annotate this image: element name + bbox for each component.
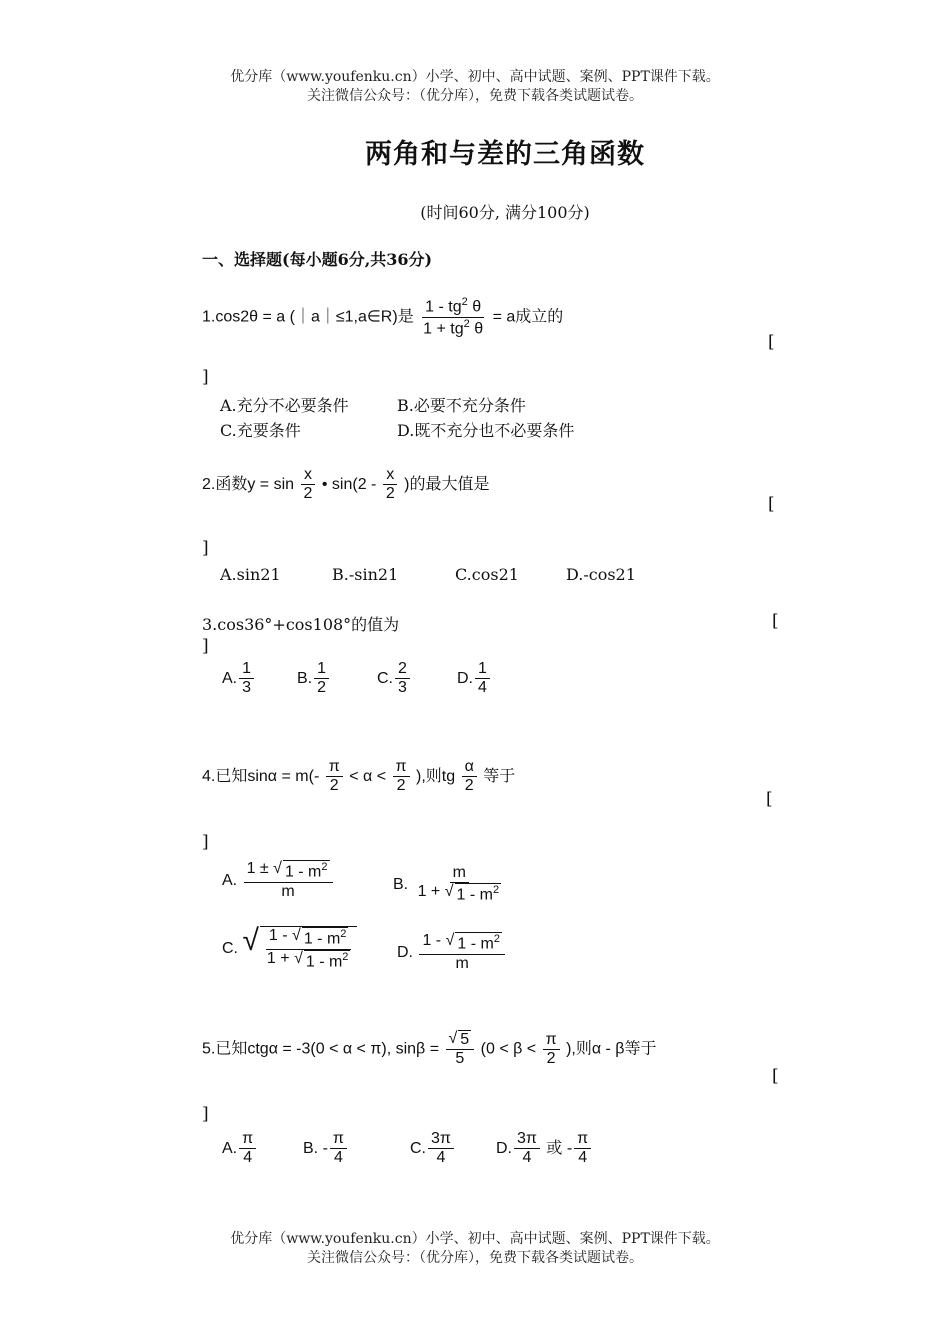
q1-bracket-close: ] [202,367,209,387]
q4-bracket-open: [ [766,789,773,809]
q5-bracket-close: ] [202,1104,209,1124]
question-3-stem: 3.cos36°+cos108°的值为 [202,615,400,634]
section-heading: 一、选择题(每小题6分,共36分) [202,250,433,269]
header-line-1: 优分库（www.youfenku.cn）小学、初中、高中试题、案例、PPT课件下载。 [230,69,720,85]
footer-line-2: 关注微信公众号：（优分库），免费下载各类试题试卷。 [307,1250,643,1266]
q3-bracket-open: [ [772,611,779,631]
q2-bracket-open: [ [768,494,775,514]
q5-option-b: B. - $\frac{\pi}{4}$ [303,1130,349,1168]
page-title: 两角和与差的三角函数 [365,139,645,170]
q4-option-d: D. 1 - √ $1 - m^2$ m [397,932,507,973]
q4-option-b: B. m 1 + √ $1 - m^2$ [393,864,500,904]
q1-option-c: C.充要条件 [220,421,301,440]
question-1-stem: 1.cos2θ = a (｜a｜≤1,a∈R)是 $\frac{1 - tg^2 \theta}{1 + tg^2 \theta}$ = a成立的 [202,296,564,338]
question-4-stem: 4.已知sinα = m(- $\frac{\pi}{2}$ < α < $\frac{\pi}{2}$ ),则tg $\frac{\alpha}{2}$ 等于 [202,758,516,795]
q1-option-a: A.充分不必要条件 [220,396,349,415]
q2-option-c: C.cos21 [455,565,519,584]
q1-option-b: B.必要不充分条件 [397,396,526,415]
q3-option-a: A. $\frac{1}{3}$ [222,660,256,698]
q3-option-c: C. $\frac{2}{3}$ [377,660,412,698]
q5-option-a: A. $\frac{\pi}{4}$ [222,1130,258,1168]
q2-bracket-close: ] [202,538,209,558]
q1-option-d: D.既不充分也不必要条件 [397,421,575,440]
q2-option-d: D.-cos21 [566,565,636,584]
header-line-2: 关注微信公众号：（优分库），免费下载各类试题试卷。 [307,88,643,104]
q3-bracket-close: ] [202,636,209,656]
q4-bracket-close: ] [202,832,209,852]
q2-option-a: A.sin21 [220,565,281,584]
page-subtitle: (时间60分, 满分100分) [420,203,590,222]
q5-bracket-open: [ [772,1066,779,1086]
question-2-stem: 2.函数y = sin $\frac{x}{2}$ • sin(2 - $\frac{x}{2}$ )的最大值是 [202,466,490,503]
q2-option-b: B.-sin21 [332,565,399,584]
q1-fraction: $\frac{1 - tg^2 \theta}{1 + tg^2 \theta}$ [423,296,484,338]
q3-option-d: D. $\frac{1}{4}$ [457,660,492,698]
question-5-stem: 5.已知ctgα = -3(0 < α < π), sinβ = √ 5 5 (0 < β < $\frac{\pi}{2}$ ),则α - β等于 [202,1030,657,1068]
q5-option-d: D. $\frac{3\pi}{4}$ 或 - $\frac{\pi}{4}$ [496,1130,593,1168]
q1-bracket-open: [ [768,332,775,352]
q5-option-c: C. $\frac{3\pi}{4}$ [410,1130,456,1168]
q4-option-a: A. 1 ± √ $1 - m^2$ m [222,860,335,901]
footer-line-1: 优分库（www.youfenku.cn）小学、初中、高中试题、案例、PPT课件下载。 [230,1231,720,1247]
q4-option-c: C. √ 1 - √ $1 - m^2$ 1 + √ $1 - m^2$ [222,926,357,971]
q3-option-b: B. $\frac{1}{2}$ [297,660,331,698]
